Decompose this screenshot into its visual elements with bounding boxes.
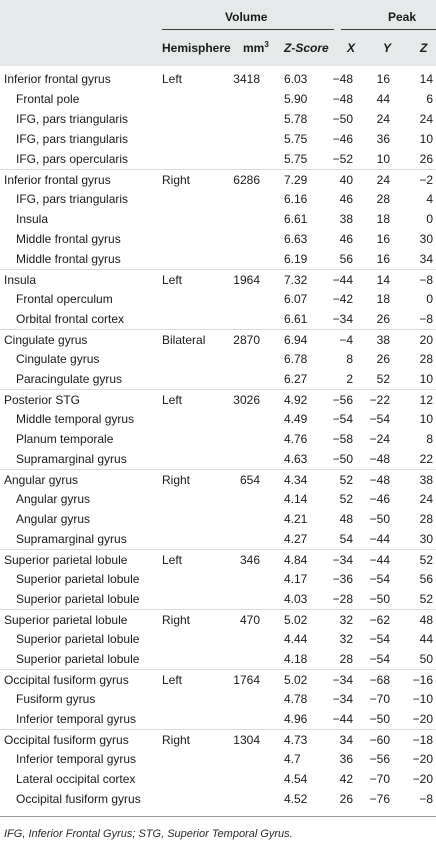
header-z: Z <box>420 41 428 55</box>
peak-x-cell: −42 <box>332 292 353 306</box>
region-cell: IFG, pars opercularis <box>16 152 129 166</box>
peak-y-cell: −54 <box>369 652 390 666</box>
peak-z-cell: 24 <box>419 492 433 506</box>
table-row <box>0 649 436 669</box>
peak-y-cell: 36 <box>376 132 390 146</box>
peak-y-cell: 52 <box>376 372 390 386</box>
table-row <box>0 269 436 290</box>
peak-x-cell: −34 <box>332 553 353 567</box>
peak-z-cell: −8 <box>419 792 433 806</box>
table-row <box>0 589 436 609</box>
peak-x-cell: 46 <box>339 232 353 246</box>
peak-z-cell: 4 <box>426 192 433 206</box>
region-cell: Superior parietal lobule <box>4 613 128 627</box>
peak-z-cell: 22 <box>419 452 433 466</box>
zscore-cell: 7.29 <box>284 173 308 187</box>
peak-y-cell: −44 <box>369 532 390 546</box>
zscore-cell: 4.18 <box>284 652 308 666</box>
table-row <box>0 469 436 490</box>
header-mm: mm <box>243 41 265 55</box>
region-cell: Inferior temporal gyrus <box>16 712 137 726</box>
peak-x-cell: −34 <box>332 692 353 706</box>
region-cell: Superior parietal lobule <box>16 572 140 586</box>
peak-y-cell: 28 <box>376 192 390 206</box>
region-cell: Occipital fusiform gyrus <box>16 792 141 806</box>
peak-x-cell: −56 <box>332 393 353 407</box>
peak-z-cell: 38 <box>419 473 433 487</box>
zscore-cell: 4.49 <box>284 412 308 426</box>
peak-y-cell: 44 <box>376 92 390 106</box>
zscore-cell: 4.96 <box>284 712 308 726</box>
peak-y-cell: −60 <box>369 733 390 747</box>
peak-z-cell: −20 <box>412 752 433 766</box>
table-row <box>0 609 436 630</box>
peak-y-cell: −70 <box>369 692 390 706</box>
peak-x-cell: 2 <box>346 372 353 386</box>
peak-x-cell: 54 <box>339 532 353 546</box>
peak-z-cell: −8 <box>419 273 433 287</box>
region-cell: Middle temporal gyrus <box>16 412 135 426</box>
region-cell: IFG, pars triangularis <box>16 132 129 146</box>
zscore-cell: 4.92 <box>284 393 308 407</box>
zscore-cell: 4.76 <box>284 432 308 446</box>
peak-y-cell: −50 <box>369 512 390 526</box>
table-row <box>0 189 436 209</box>
peak-z-cell: 30 <box>419 232 433 246</box>
hemisphere-cell: Left <box>162 393 183 407</box>
region-cell: Frontal operculum <box>16 292 113 306</box>
region-cell: Frontal pole <box>16 92 80 106</box>
table-row <box>0 369 436 389</box>
table-row <box>0 489 436 509</box>
region-cell: Cingulate gyrus <box>4 333 88 347</box>
peak-x-cell: 48 <box>339 512 353 526</box>
header-zscore: Z-Score <box>284 41 329 55</box>
peak-z-cell: 56 <box>419 572 433 586</box>
zscore-cell: 5.78 <box>284 112 308 126</box>
peak-y-cell: −46 <box>369 492 390 506</box>
peak-x-cell: −50 <box>332 452 353 466</box>
zscore-cell: 4.44 <box>284 632 308 646</box>
zscore-cell: 4.27 <box>284 532 308 546</box>
peak-z-cell: −8 <box>419 312 433 326</box>
peak-y-cell: −54 <box>369 632 390 646</box>
peak-x-cell: 36 <box>339 752 353 766</box>
zscore-cell: 6.78 <box>284 352 308 366</box>
peak-y-cell: 18 <box>376 212 390 226</box>
header-mm-superscript: 3 <box>264 40 269 49</box>
peak-x-cell: 32 <box>339 632 353 646</box>
peak-y-cell: 38 <box>376 333 390 347</box>
table-row <box>0 529 436 549</box>
zscore-cell: 4.7 <box>284 752 301 766</box>
zscore-cell: 6.63 <box>284 232 308 246</box>
table-row <box>0 429 436 449</box>
table-row <box>0 689 436 709</box>
peak-y-cell: −50 <box>369 592 390 606</box>
region-cell: Insula <box>4 273 37 287</box>
zscore-cell: 4.03 <box>284 592 308 606</box>
header-y: Y <box>383 41 392 55</box>
hemisphere-cell: Right <box>162 173 191 187</box>
peak-y-cell: 26 <box>376 352 390 366</box>
zscore-cell: 7.32 <box>284 273 308 287</box>
region-cell: Lateral occipital cortex <box>16 772 136 786</box>
peak-y-cell: −24 <box>369 432 390 446</box>
header-mm3 <box>243 41 269 55</box>
table-row <box>0 149 436 169</box>
table-row <box>0 329 436 350</box>
zscore-cell: 6.27 <box>284 372 308 386</box>
zscore-cell: 6.61 <box>284 212 308 226</box>
zscore-cell: 4.14 <box>284 492 308 506</box>
peak-z-cell: −20 <box>412 712 433 726</box>
region-cell: Planum temporale <box>16 432 114 446</box>
header-hemisphere: Hemisphere <box>162 41 231 55</box>
zscore-cell: 5.75 <box>284 132 308 146</box>
region-cell: Superior parietal lobule <box>16 592 140 606</box>
region-cell: Angular gyrus <box>16 492 91 506</box>
peak-y-cell: −44 <box>369 553 390 567</box>
peak-z-cell: 0 <box>426 292 433 306</box>
peak-x-cell: −44 <box>332 273 353 287</box>
volume-mm3-cell: 3026 <box>233 393 260 407</box>
zscore-cell: 6.61 <box>284 312 308 326</box>
zscore-cell: 4.34 <box>284 473 308 487</box>
peak-y-cell: −48 <box>369 452 390 466</box>
peak-z-cell: 44 <box>419 632 433 646</box>
table-row <box>0 549 436 570</box>
volume-mm3-cell: 1764 <box>233 673 260 687</box>
table-row <box>0 409 436 429</box>
hemisphere-cell: Left <box>162 72 183 86</box>
volume-mm3-cell: 470 <box>239 613 260 627</box>
peak-z-cell: −10 <box>412 692 433 706</box>
peak-x-cell: 8 <box>346 352 353 366</box>
region-cell: Insula <box>16 212 49 226</box>
zscore-cell: 4.54 <box>284 772 308 786</box>
region-cell: Inferior temporal gyrus <box>16 752 137 766</box>
zscore-cell: 5.02 <box>284 673 308 687</box>
peak-z-cell: 50 <box>419 652 433 666</box>
zscore-cell: 5.02 <box>284 613 308 627</box>
peak-x-cell: 42 <box>339 772 353 786</box>
peak-x-cell: 52 <box>339 492 353 506</box>
peak-x-cell: −4 <box>339 333 353 347</box>
region-cell: Superior parietal lobule <box>16 632 140 646</box>
volume-mm3-cell: 3418 <box>233 72 260 86</box>
table-row <box>0 89 436 109</box>
hemisphere-cell: Left <box>162 553 183 567</box>
peak-x-cell: −54 <box>332 412 353 426</box>
zscore-cell: 6.03 <box>284 72 308 86</box>
table-row <box>0 449 436 469</box>
peak-z-cell: −2 <box>419 173 433 187</box>
region-cell: Angular gyrus <box>4 473 79 487</box>
zscore-cell: 5.90 <box>284 92 308 106</box>
region-cell: Middle frontal gyrus <box>16 232 121 246</box>
table-row <box>0 769 436 789</box>
peak-z-cell: −18 <box>412 733 433 747</box>
table-row <box>0 109 436 129</box>
peak-x-cell: −50 <box>332 112 353 126</box>
peak-x-cell: 52 <box>339 473 353 487</box>
peak-y-cell: −48 <box>369 473 390 487</box>
peak-y-cell: 16 <box>376 72 390 86</box>
region-cell: Fusiform gyrus <box>16 692 96 706</box>
hemisphere-cell: Right <box>162 473 191 487</box>
peak-underline <box>341 29 436 30</box>
header-volume: Volume <box>225 10 268 24</box>
zscore-cell: 4.73 <box>284 733 308 747</box>
peak-x-cell: 26 <box>339 792 353 806</box>
peak-x-cell: −34 <box>332 673 353 687</box>
peak-z-cell: 30 <box>419 532 433 546</box>
volume-mm3-cell: 346 <box>239 553 260 567</box>
peak-x-cell: −58 <box>332 432 353 446</box>
table-footnote: IFG, Inferior Frontal Gyrus; STG, Superior Temporal Gyrus. <box>4 828 293 840</box>
peak-x-cell: 38 <box>339 212 353 226</box>
peak-x-cell: −48 <box>332 92 353 106</box>
peak-x-cell: 40 <box>339 173 353 187</box>
peak-y-cell: −70 <box>369 772 390 786</box>
peak-y-cell: 10 <box>376 152 390 166</box>
zscore-cell: 4.17 <box>284 572 308 586</box>
peak-x-cell: 34 <box>339 733 353 747</box>
peak-z-cell: 0 <box>426 212 433 226</box>
peak-z-cell: 20 <box>419 333 433 347</box>
peak-z-cell: 52 <box>419 553 433 567</box>
peak-x-cell: −48 <box>332 72 353 86</box>
table-row <box>0 309 436 329</box>
table-row <box>0 569 436 589</box>
hemisphere-cell: Bilateral <box>162 333 206 347</box>
peak-z-cell: 52 <box>419 592 433 606</box>
region-cell: Occipital fusiform gyrus <box>4 733 129 747</box>
peak-y-cell: 16 <box>376 232 390 246</box>
zscore-cell: 6.19 <box>284 252 308 266</box>
zscore-cell: 4.78 <box>284 692 308 706</box>
peak-y-cell: −56 <box>369 752 390 766</box>
zscore-cell: 5.75 <box>284 152 308 166</box>
peak-x-cell: −46 <box>332 132 353 146</box>
peak-z-cell: 28 <box>419 352 433 366</box>
volume-underline <box>162 29 334 30</box>
table-row <box>0 669 436 690</box>
table-row <box>0 729 436 750</box>
table-row <box>0 289 436 309</box>
peak-z-cell: 10 <box>419 372 433 386</box>
peak-y-cell: −68 <box>369 673 390 687</box>
peak-x-cell: 46 <box>339 192 353 206</box>
region-cell: Inferior frontal gyrus <box>4 72 111 86</box>
region-cell: Orbital frontal cortex <box>16 312 125 326</box>
region-cell: Inferior frontal gyrus <box>4 173 111 187</box>
header-peak: Peak <box>388 10 417 24</box>
peak-y-cell: −50 <box>369 712 390 726</box>
region-cell: Supramarginal gyrus <box>16 532 127 546</box>
region-cell: Paracingulate gyrus <box>16 372 123 386</box>
table-row <box>0 129 436 149</box>
region-cell: Occipital fusiform gyrus <box>4 673 129 687</box>
peak-z-cell: 28 <box>419 512 433 526</box>
peak-y-cell: 18 <box>376 292 390 306</box>
peak-y-cell: −62 <box>369 613 390 627</box>
peak-x-cell: −52 <box>332 152 353 166</box>
region-cell: Superior parietal lobule <box>4 553 128 567</box>
peak-x-cell: −36 <box>332 572 353 586</box>
peak-y-cell: 14 <box>376 273 390 287</box>
table-row <box>0 749 436 769</box>
table-header <box>0 0 436 66</box>
volume-mm3-cell: 654 <box>239 473 260 487</box>
table-row <box>0 229 436 249</box>
region-cell: IFG, pars triangularis <box>16 192 129 206</box>
zscore-cell: 4.21 <box>284 512 308 526</box>
peak-z-cell: 24 <box>419 112 433 126</box>
region-cell: Posterior STG <box>4 393 81 407</box>
table-row <box>0 629 436 649</box>
zscore-cell: 4.84 <box>284 553 308 567</box>
peak-z-cell: 14 <box>419 72 433 86</box>
zscore-cell: 6.16 <box>284 192 308 206</box>
peak-z-cell: 34 <box>419 252 433 266</box>
hemisphere-cell: Right <box>162 613 191 627</box>
table-row <box>0 389 436 410</box>
region-cell: Cingulate gyrus <box>16 352 100 366</box>
zscore-cell: 6.07 <box>284 292 308 306</box>
peak-y-cell: −54 <box>369 572 390 586</box>
peak-y-cell: 24 <box>376 173 390 187</box>
peak-y-cell: −22 <box>369 393 390 407</box>
zscore-cell: 6.94 <box>284 333 308 347</box>
table-row <box>0 509 436 529</box>
peak-z-cell: −20 <box>412 772 433 786</box>
hemisphere-cell: Left <box>162 673 183 687</box>
volume-mm3-cell: 2870 <box>233 333 260 347</box>
peak-z-cell: 48 <box>419 613 433 627</box>
table-row <box>0 789 436 809</box>
table-row <box>0 169 436 190</box>
region-cell: IFG, pars triangularis <box>16 112 129 126</box>
peak-x-cell: −28 <box>332 592 353 606</box>
hemisphere-cell: Right <box>162 733 191 747</box>
peak-y-cell: −54 <box>369 412 390 426</box>
zscore-cell: 4.52 <box>284 792 308 806</box>
table-row <box>0 69 436 89</box>
region-cell: Superior parietal lobule <box>16 652 140 666</box>
peak-z-cell: 6 <box>426 92 433 106</box>
table-row <box>0 249 436 269</box>
header-x: X <box>347 41 356 55</box>
table-row <box>0 709 436 729</box>
peak-x-cell: 56 <box>339 252 353 266</box>
hemisphere-cell: Left <box>162 273 183 287</box>
peak-x-cell: 32 <box>339 613 353 627</box>
peak-y-cell: 26 <box>376 312 390 326</box>
peak-z-cell: −16 <box>412 673 433 687</box>
peak-z-cell: 8 <box>426 432 433 446</box>
bottom-rule <box>0 816 436 817</box>
volume-mm3-cell: 1964 <box>233 273 260 287</box>
peak-z-cell: 26 <box>419 152 433 166</box>
table-row <box>0 349 436 369</box>
peak-x-cell: −44 <box>332 712 353 726</box>
region-cell: Supramarginal gyrus <box>16 452 127 466</box>
peak-y-cell: −76 <box>369 792 390 806</box>
peak-y-cell: 24 <box>376 112 390 126</box>
peak-z-cell: 12 <box>419 393 433 407</box>
volume-mm3-cell: 1304 <box>233 733 260 747</box>
zscore-cell: 4.63 <box>284 452 308 466</box>
table-row <box>0 209 436 229</box>
volume-mm3-cell: 6286 <box>233 173 260 187</box>
peak-z-cell: 10 <box>419 412 433 426</box>
region-cell: Middle frontal gyrus <box>16 252 121 266</box>
peak-z-cell: 10 <box>419 132 433 146</box>
peak-y-cell: 16 <box>376 252 390 266</box>
peak-x-cell: 28 <box>339 652 353 666</box>
peak-x-cell: −34 <box>332 312 353 326</box>
region-cell: Angular gyrus <box>16 512 91 526</box>
